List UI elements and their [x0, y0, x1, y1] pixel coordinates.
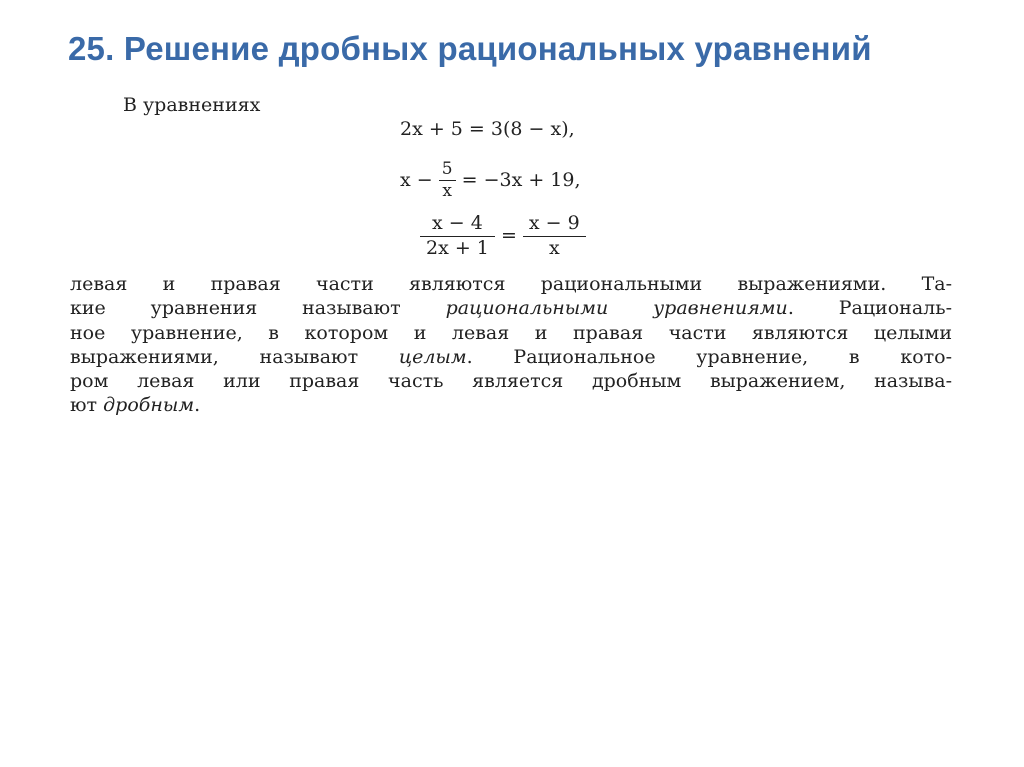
- definition-paragraph: [70, 272, 952, 418]
- paragraph-line: [70, 296, 952, 320]
- fraction-left: [420, 212, 495, 261]
- paragraph-line: левая и правая части являются рациональными выражениями. Та-: [70, 273, 952, 295]
- paragraph-line: [70, 345, 952, 369]
- equation-1: 2x + 5 = 3(8 − x),: [400, 118, 575, 140]
- fraction-numerator: x − 4: [420, 212, 495, 237]
- fraction-numerator: 5: [439, 159, 456, 181]
- text-span: . Рациональ-: [787, 297, 952, 320]
- text-span: . Рациональное уравнение, в кото-: [466, 345, 953, 368]
- fraction-right: [523, 212, 586, 261]
- fraction-denominator: 2x + 1: [426, 236, 489, 259]
- fraction-denominator: x: [442, 181, 452, 202]
- term-rational-equations: рациональными уравнениями: [445, 297, 788, 320]
- intro-text: В уравнениях: [123, 94, 261, 116]
- textbook-page: [62, 14, 962, 434]
- text-span: кие уравнения называют: [70, 297, 401, 320]
- equation-3: [420, 212, 586, 261]
- paragraph-line: ное уравнение, в котором и левая и правая части являются целыми: [70, 321, 952, 344]
- term-whole: целым: [398, 345, 467, 368]
- page-title: 25. Решение дробных рациональных уравнений: [68, 30, 872, 67]
- fraction-denominator: x: [548, 236, 560, 259]
- term-fractional: дробным: [103, 394, 195, 417]
- paragraph-line: [70, 393, 952, 417]
- text-span: ют: [70, 394, 98, 417]
- fraction-numerator: x − 9: [523, 212, 586, 237]
- equation-2: [400, 159, 581, 203]
- text-span: .: [194, 394, 201, 417]
- equation-2-right: = −3x + 19,: [461, 168, 581, 191]
- equation-2-left: x −: [400, 168, 433, 191]
- equals-sign: =: [500, 224, 517, 247]
- paragraph-line: ром левая или правая часть является дробным выражением, называ-: [70, 370, 952, 393]
- text-span: выражениями, называют: [70, 345, 359, 368]
- fraction-5-over-x: [439, 159, 456, 203]
